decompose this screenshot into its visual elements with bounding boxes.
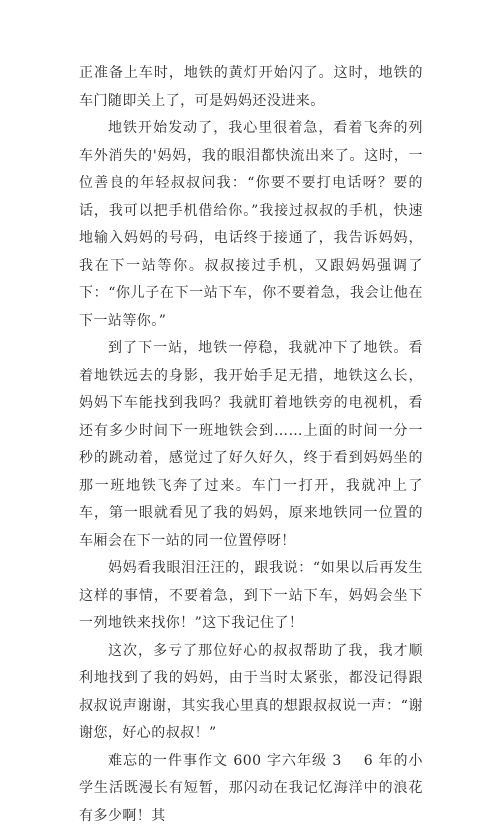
paragraph-5: 这次，多亏了那位好心的叔叔帮助了我，我才顺利地找到了我的妈妈，由于当时太紧张，都没记得跟叔叔说声谢谢，其实我心里真的想跟叔叔说一声：“谢谢您，好心的叔叔！” [79, 638, 423, 748]
paragraph-3: 到了下一站，地铁一停稳，我就冲下了地铁。看着地铁远去的身影，我开始手足无措，地铁这么长，妈妈下车能找到我吗？我就盯着地铁旁的电视机，看还有多少时间下一班地铁会到……上面的时间一分一秒的跳动着，感觉过了好久好久，终于看到妈妈坐的那一班地铁飞奔了过来。车门一打开，我就冲上了车，第一眼就看见了我的妈妈，原来地铁同一位置的车厢会在下一站的同一位置停呀！ [79, 335, 423, 555]
document-page [79, 60, 423, 830]
paragraph-4: 妈妈看我眼泪汪汪的，跟我说：“如果以后再发生这样的事情，不要着急，到下一站下车，妈妈会坐下一列地铁来找你！”这下我记住了！ [79, 555, 423, 638]
next-essay-title: 难忘的一件事作文 600 字六年级 3 [108, 753, 342, 769]
next-essay-opening: 6 年的小学生活既漫长有短暂，那闪动在我记忆海洋中的浪花有多少啊！其 [79, 753, 423, 824]
paragraph-1: 正准备上车时，地铁的黄灯开始闪了。这时，地铁的车门随即关上了，可是妈妈还没进来。 [79, 60, 423, 115]
next-essay-paragraph [79, 748, 423, 830]
paragraph-2: 地铁开始发动了，我心里很着急，看着飞奔的列车外消失的'妈妈，我的眼泪都快流出来了。这时，一位善良的年轻叔叔问我：“你要不要打电话呀？要的话，我可以把手机借给你。”我接过叔叔的手机，快速地输入妈妈的号码，电话终于接通了，我告诉妈妈，我在下一站等你。叔叔接过手机，又跟妈妈强调了下：“你儿子在下一站下车，你不要着急，我会让他在下一站等你。” [79, 115, 423, 335]
